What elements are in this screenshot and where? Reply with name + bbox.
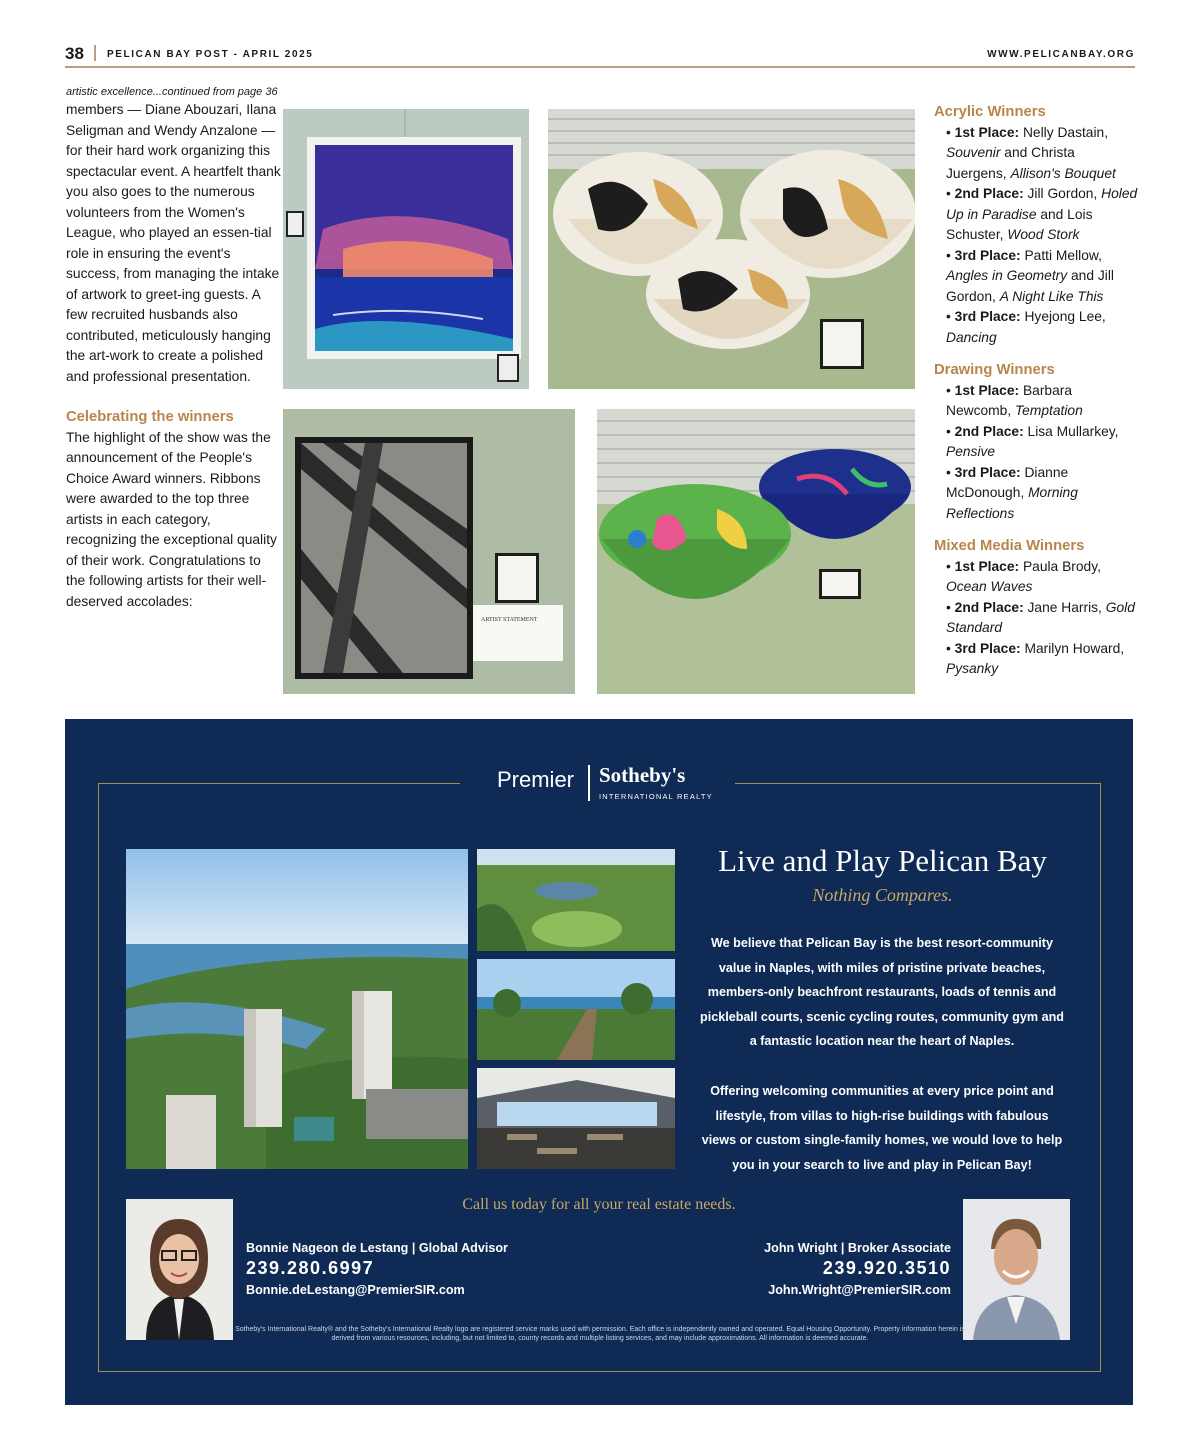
agent1-email[interactable]: Bonnie.deLestang@PremierSIR.com bbox=[246, 1283, 465, 1297]
photo-golf-course bbox=[477, 849, 675, 951]
ad-call-to-action: Call us today for all your real estate needs. bbox=[462, 1196, 736, 1213]
mixed-second: • 2nd Place: Jane Harris, Gold Standard bbox=[946, 599, 1135, 635]
mixed-media-winners bbox=[934, 536, 1139, 680]
winners-list bbox=[934, 102, 1139, 692]
boardwalk-image bbox=[477, 959, 675, 1060]
legal-disclaimer: Sotheby's International Realty® and the Sotheby's International Realty logo are registered service marks used with permission. Each office is independently owned and operated. Equal Housing Opportunity. Property information herein is derived from various resources, including, but not limited to, county records and multiple listing services, and may include approximations. All information is deemed accurate. bbox=[235, 1326, 965, 1342]
photo-aerial-coast bbox=[126, 849, 468, 1169]
article-paragraph: members — Diane Abouzari, Ilana Seligman and Wendy Anzalone — for their hard work organizing this spectacular event. A heartfelt thank you also goes to the numerous volunteers from the Women's League, who played an essen-tial role in ensuring the event's success, from managing the intake of artwork to greet-ing guests. A few recruited husbands also contributed, meticulously hanging the art-work to create a polished and professional presentation. bbox=[66, 102, 281, 384]
photo-sunset-painting bbox=[283, 109, 529, 389]
agent1-headshot bbox=[126, 1199, 233, 1340]
acrylic-third-a: • 3rd Place: Patti Mellow, Angles in Geometry and Jill Gordon, A Night Like This bbox=[946, 247, 1114, 304]
brand-sothebys-logo: Sotheby's bbox=[599, 763, 686, 787]
agent1-headshot-image bbox=[126, 1199, 233, 1340]
aerial-coast-image bbox=[126, 849, 468, 1169]
drawing-heading: Drawing Winners bbox=[934, 362, 1055, 378]
beach-restaurant-image bbox=[477, 1068, 675, 1169]
ceramic-bowls-image bbox=[548, 109, 915, 389]
golf-course-image bbox=[477, 849, 675, 951]
brand-divider bbox=[588, 765, 590, 801]
sunset-painting-image bbox=[283, 109, 529, 389]
acrylic-heading: Acrylic Winners bbox=[934, 104, 1046, 120]
sothebys-advertisement[interactable] bbox=[65, 719, 1133, 1405]
drawing-artwork-image bbox=[283, 409, 575, 694]
article-paragraph: The highlight of the show was the announcement of the People's Choice Award winners. Ribbons were awarded to the top three artists in each category, recognizing the exceptional quality of their work. Congratulations to the following artists for their well-deserved accolades: bbox=[66, 429, 277, 609]
website-link[interactable]: WWW.PELICANBAY.ORG bbox=[987, 49, 1135, 60]
painted-bowls-image bbox=[597, 409, 915, 694]
ad-headline: Live and Play Pelican Bay bbox=[718, 843, 1047, 878]
acrylic-winners bbox=[934, 102, 1139, 348]
page-header bbox=[65, 42, 1135, 68]
agent1-phone[interactable]: 239.280.6997 bbox=[246, 1258, 375, 1278]
agent1-contact bbox=[246, 1241, 508, 1297]
article-left-column bbox=[66, 84, 281, 612]
agent2-headshot bbox=[963, 1199, 1070, 1340]
photo-ceramic-bowls bbox=[548, 109, 915, 389]
agent2-contact bbox=[764, 1241, 951, 1297]
brand-premier: Premier bbox=[497, 767, 575, 792]
photo-beach-restaurant bbox=[477, 1068, 675, 1169]
drawing-second: • 2nd Place: Lisa Mullarkey, Pensive bbox=[946, 423, 1119, 459]
ad-paragraph-1: We believe that Pelican Bay is the best resort-community value in Naples, with miles of pristine private beaches, members-only beachfront restaurants, loads of tennis and pickleball courts, scenic cycling routes, community gym and a fantastic location near the heart of Naples. bbox=[700, 936, 1064, 1049]
agent2-name: John Wright | Broker Associate bbox=[764, 1241, 951, 1255]
page-number: 38 bbox=[65, 44, 84, 63]
ad-paragraph-2: Offering welcoming communities at every price point and lifestyle, from villas to high-rise buildings with fabulous views or custom single-family homes, we would love to help you in your search to live and play in Pelican Bay! bbox=[701, 1084, 1063, 1172]
drawing-winners bbox=[934, 360, 1139, 524]
artist-statement-card: ARTIST STATEMENT bbox=[481, 617, 538, 623]
photo-boardwalk bbox=[477, 959, 675, 1060]
brand-subtitle: INTERNATIONAL REALTY bbox=[599, 792, 713, 801]
section-heading: Celebrating the winners bbox=[66, 409, 234, 425]
agent2-headshot-image bbox=[963, 1199, 1070, 1340]
mixed-heading: Mixed Media Winners bbox=[934, 538, 1085, 554]
acrylic-first: • 1st Place: Nelly Dastain, Souvenir and Christa Juergens, Allison's Bouquet bbox=[946, 124, 1116, 181]
photo-painted-bowls bbox=[597, 409, 915, 694]
mixed-third: • 3rd Place: Marilyn Howard, Pysanky bbox=[946, 640, 1125, 676]
mixed-first: • 1st Place: Paula Brody, Ocean Waves bbox=[946, 558, 1101, 594]
continued-note: artistic excellence...continued from page 36 bbox=[66, 86, 278, 98]
acrylic-second: • 2nd Place: Jill Gordon, Holed Up in Paradise and Lois Schuster, Wood Stork bbox=[946, 186, 1138, 242]
publication-title: PELICAN BAY POST - APRIL 2025 bbox=[107, 49, 314, 60]
photo-drawing-artwork bbox=[283, 409, 575, 694]
drawing-third: • 3rd Place: Dianne McDonough, Morning Reflections bbox=[946, 464, 1078, 521]
ad-tagline: Nothing Compares. bbox=[812, 885, 953, 905]
agent2-phone[interactable]: 239.920.3510 bbox=[822, 1258, 951, 1278]
agent2-email[interactable]: John.Wright@PremierSIR.com bbox=[768, 1283, 951, 1297]
agent1-name: Bonnie Nageon de Lestang | Global Advisor bbox=[246, 1241, 508, 1255]
header-divider bbox=[94, 45, 96, 61]
drawing-first: • 1st Place: Barbara Newcomb, Temptation bbox=[946, 382, 1083, 418]
acrylic-third-b: • 3rd Place: Hyejong Lee, Dancing bbox=[946, 309, 1106, 345]
